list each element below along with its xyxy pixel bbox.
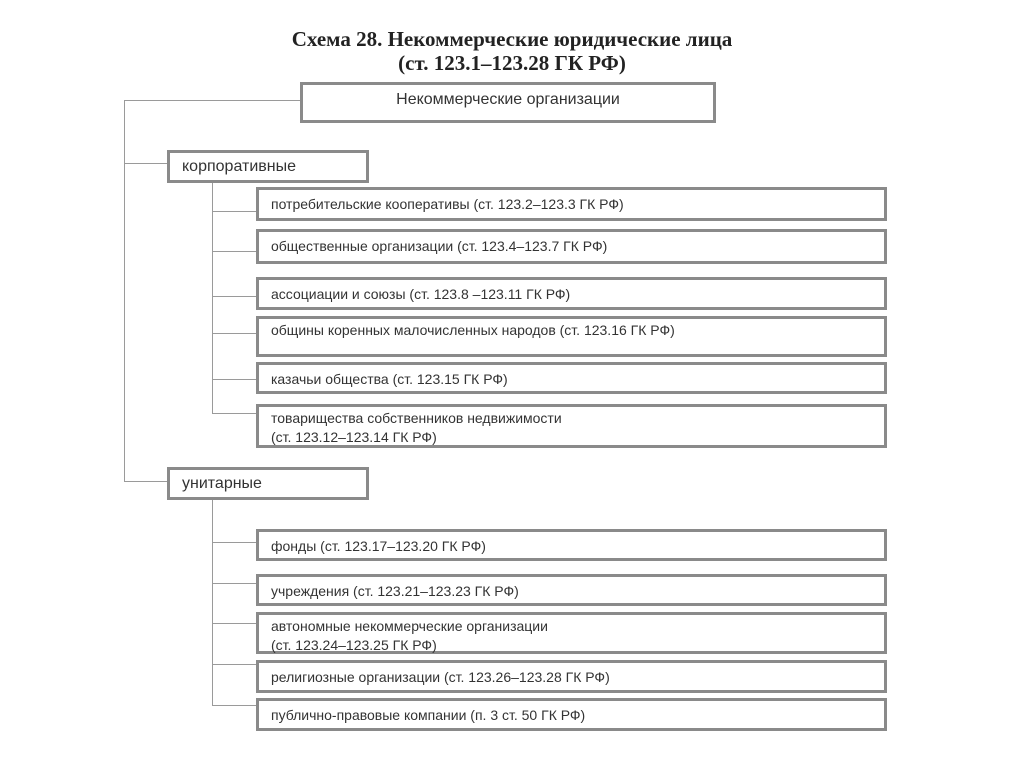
corporate-item-box (256, 316, 887, 357)
connector-line (212, 583, 256, 584)
unitary-item-box (256, 574, 887, 606)
connector-line (212, 664, 256, 665)
root-label: Некоммерческие организации (396, 91, 620, 108)
diagram-title-line2: (ст. 123.1–123.28 ГК РФ) (398, 51, 626, 75)
item-text: учреждения (ст. 123.21–123.23 ГК РФ) (271, 583, 519, 599)
corporate-box (167, 150, 369, 183)
item-text: потребительские кооперативы (ст. 123.2–123.3 ГК РФ) (271, 196, 624, 212)
item-text: религиозные организации (ст. 123.26–123.28 ГК РФ) (271, 669, 610, 685)
item-text: публично-правовые компании (п. 3 ст. 50 ГК РФ) (271, 707, 586, 723)
connector-corporate (124, 163, 167, 164)
connector-line (212, 251, 256, 252)
item-text: казачьи общества (ст. 123.15 ГК РФ) (271, 371, 508, 387)
unitary-box (167, 467, 369, 500)
unitary-item-box (256, 529, 887, 561)
unitary-item-box (256, 612, 887, 654)
item-text-line2: (ст. 123.12–123.14 ГК РФ) (271, 429, 437, 445)
corporate-item-box (256, 404, 887, 448)
item-text-line2: (ст. 123.24–123.25 ГК РФ) (271, 637, 437, 653)
connector-line (212, 211, 256, 212)
item-text: общины коренных малочисленных народов (ст. 123.16 ГК РФ) (271, 322, 675, 338)
diagram-title-line1: Схема 28. Некоммерческие юридические лица (291, 27, 733, 51)
unitary-branch-line (212, 499, 213, 705)
item-text: фонды (ст. 123.17–123.20 ГК РФ) (271, 538, 486, 554)
connector-line (212, 333, 256, 334)
corporate-item-box (256, 187, 887, 221)
connector-line (212, 379, 256, 380)
connector-line (212, 705, 256, 706)
connector-unitary (124, 481, 167, 482)
connector-line (212, 623, 256, 624)
corporate-item-box (256, 229, 887, 264)
item-text: товарищества собственников недвижимости (271, 410, 562, 426)
trunk-line (124, 100, 125, 481)
corporate-label: корпоративные (182, 158, 296, 175)
unitary-item-box (256, 660, 887, 693)
corporate-item-box (256, 277, 887, 310)
unitary-item-box (256, 698, 887, 731)
connector-line (212, 413, 256, 414)
corporate-item-box (256, 362, 887, 394)
item-text: общественные организации (ст. 123.4–123.7 ГК РФ) (271, 238, 608, 254)
item-text: ассоциации и союзы (ст. 123.8 –123.11 ГК РФ) (271, 286, 571, 302)
connector-line (212, 542, 256, 543)
connector-root (124, 100, 300, 101)
root-box (300, 82, 716, 123)
unitary-label: унитарные (182, 475, 262, 492)
connector-line (212, 296, 256, 297)
item-text: автономные некоммерческие организации (271, 618, 548, 634)
